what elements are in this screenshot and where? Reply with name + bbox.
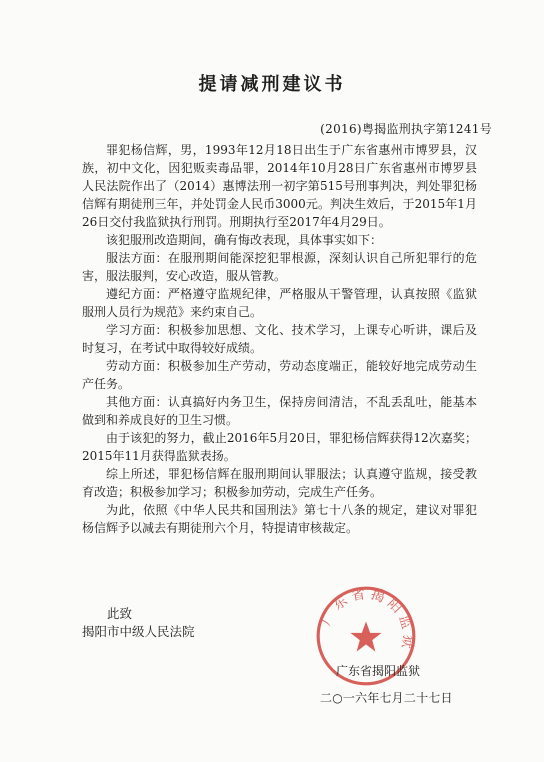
issue-date: 二○一六年七月二十七日: [320, 691, 453, 705]
document-number: (2016)粤揭监刑执字第1241号: [320, 122, 492, 136]
paragraph-study: 学习方面：积极参加思想、文化、技术学习，上课专心听讲，课后及时复习，在考试中取得较好成绩。: [82, 323, 477, 355]
paragraph-rewards: 由于该犯的努力，截止2016年5月20日，罪犯杨信辉获得12次嘉奖；2015年11月获得监狱表扬。: [82, 431, 477, 463]
paragraph-discipline: 遵纪方面：严格遵守监规纪律，严格服从干警管理，认真按照《监狱服刑人员行为规范》来约束自己。: [82, 287, 477, 319]
paragraph-other: 其他方面：认真搞好内务卫生，保持房间清洁，不乱丢乱吐，能基本做到和养成良好的卫生习惯。: [82, 395, 477, 427]
paragraph-summary: 综上所述，罪犯杨信辉在服刑期间认罪服法；认真遵守监规，接受教育改造；积极参加学习；积极参加劳动，完成生产任务。: [82, 467, 477, 499]
seal-star-icon: [350, 621, 381, 651]
closing-block: [82, 605, 195, 641]
closing-recipient: 揭阳市中级人民法院: [82, 624, 195, 639]
svg-text:广东省揭阳监狱: 广东省揭阳监狱: [318, 585, 417, 654]
issuer-name: 广东省揭阳监狱: [336, 664, 421, 678]
document-title: 提请减刑建议书: [198, 74, 346, 95]
closing-greeting: 此致: [107, 606, 133, 621]
paragraph-recommendation: 为此，依照《中华人民共和国刑法》第七十八条的规定，建议对罪犯杨信辉予以减去有期徒刑六个月，特提请审核裁定。: [82, 503, 477, 535]
paragraph-case-facts: 罪犯杨信辉，男，1993年12月18日出生于广东省惠州市博罗县，汉族，初中文化，因犯贩卖毒品罪，2014年10月28日广东省惠州市博罗县人民法院作出了（2014）惠博法刑一初字第515号刑事判决，判处罪犯杨信辉有期徒刑三年，并处罚金人民币3000元。判决生效后，于2015年1月26日交付我监狱执行刑罚。刑期执行至2017年4月29日。: [82, 143, 477, 229]
document-body: [82, 141, 477, 537]
paragraph-labor: 劳动方面：积极参加生产劳动，劳动态度端正，能较好地完成劳动生产任务。: [82, 359, 477, 391]
paragraph-obedience: 服法方面：在服刑期间能深挖犯罪根源，深刻认识自己所犯罪行的危害，服法服判，安心改造，服从管教。: [82, 251, 477, 283]
paragraph-intro: 该犯服刑改造期间，确有悔改表现，具体事实如下：: [106, 233, 383, 247]
